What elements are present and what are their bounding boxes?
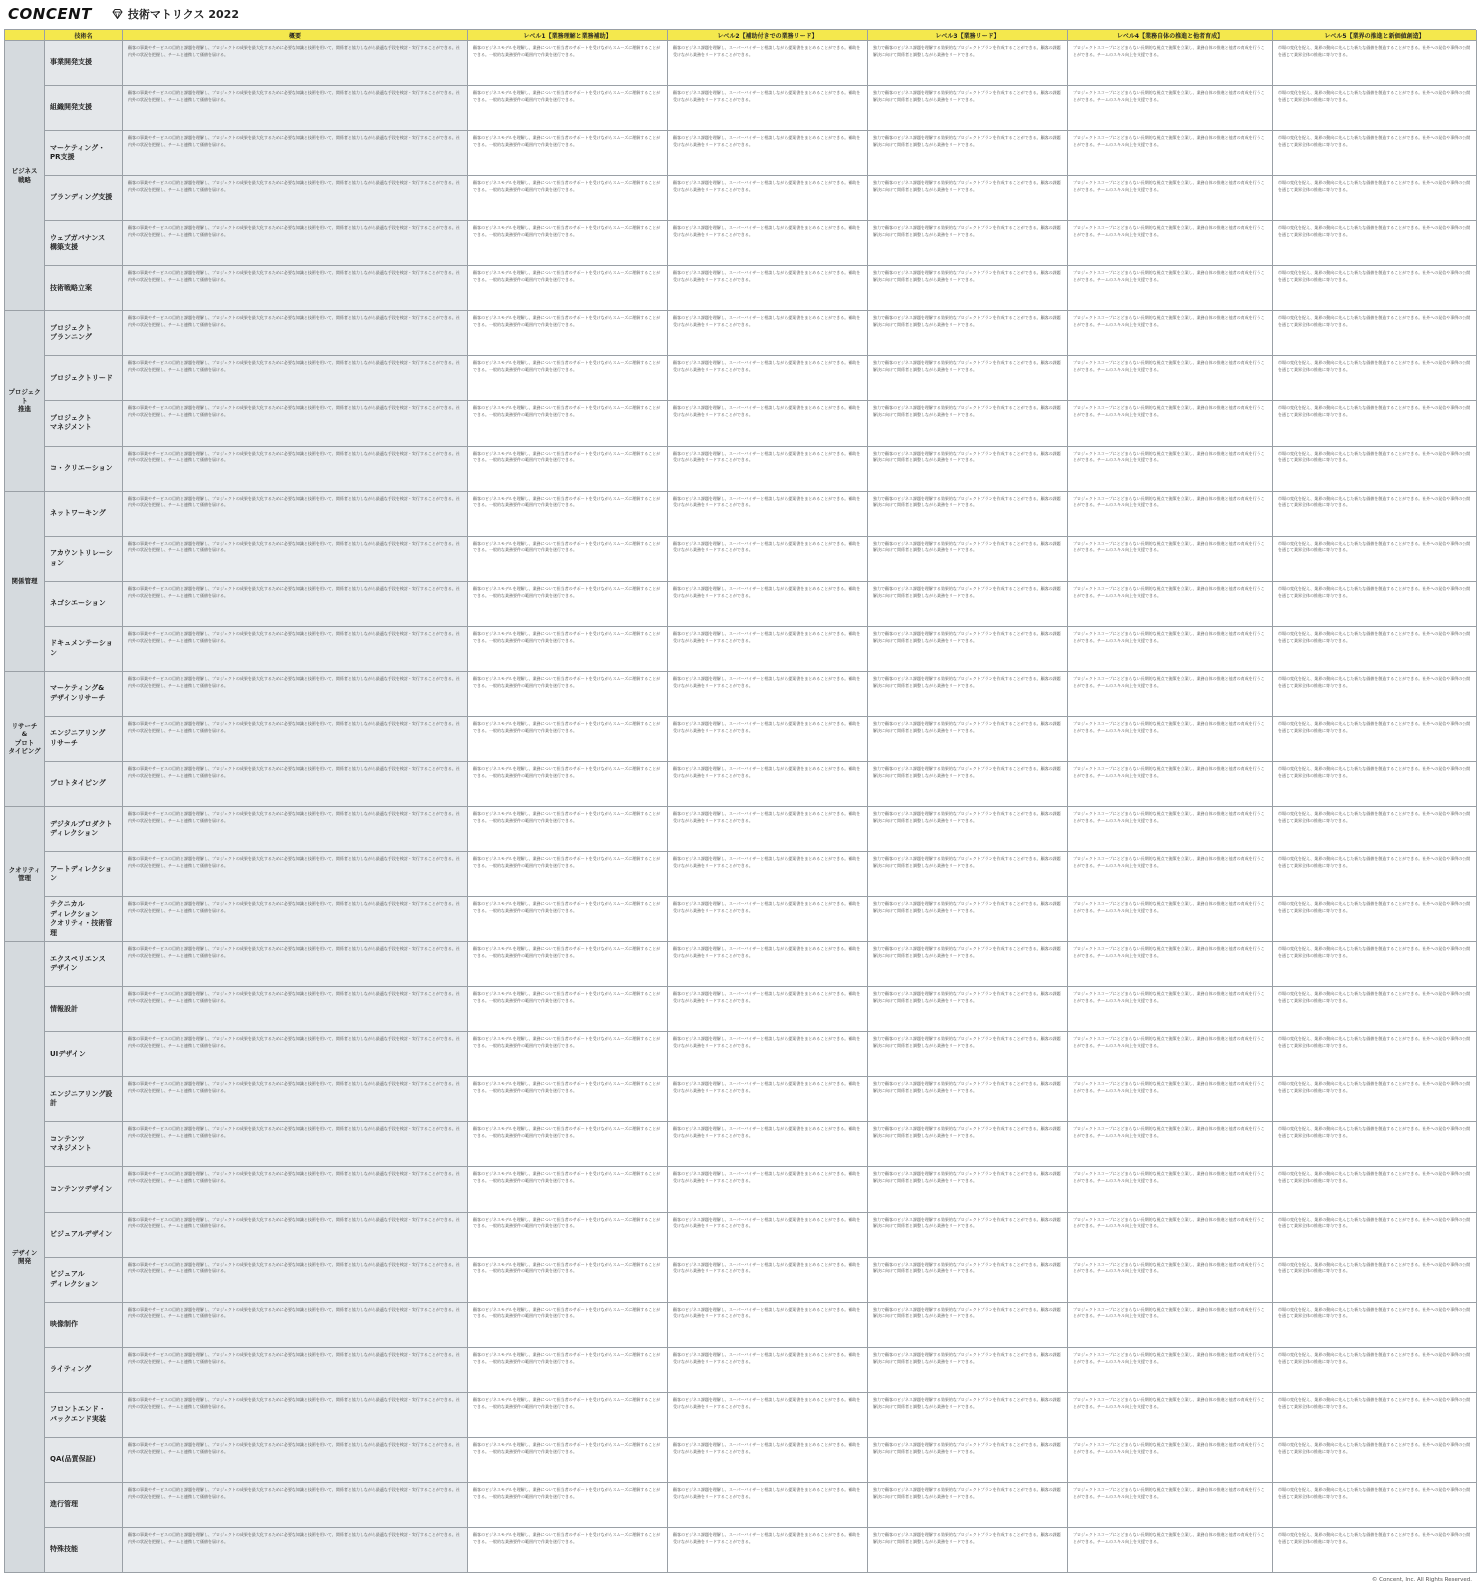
- skill-name-cell: 組織開発支援: [45, 86, 123, 131]
- level5-description-cell: 市場の変化を捉え、業界の動向に先んじた新たな価値を創造することができる。社外への発信や事例の公開を通じて業界全体の推進に寄与できる。: [1273, 1122, 1477, 1167]
- level5-description-cell: 市場の変化を捉え、業界の動向に先んじた新たな価値を創造することができる。社外への発信や事例の公開を通じて業界全体の推進に寄与できる。: [1273, 717, 1477, 762]
- category-cell: デザイン 開発: [5, 942, 45, 1573]
- overview-description-cell: 顧客の事業やサービスの目的と課題を理解し、プロジェクトの成果を最大化するために必要な知識と技術を用いて、関係者と協力しながら最適な手段を検討・実行することができる。社内外の状況を把握し、チームと連携して価値を届ける。: [123, 401, 468, 446]
- skill-name-cell: ビジュアル ディレクション: [45, 1258, 123, 1303]
- level1-description-cell: 顧客のビジネスモデルを理解し、業務について担当者のサポートを受けながらスムーズに理解することができる。一般的な業務要件の範囲内で作業を遂行できる。: [468, 401, 668, 446]
- level1-description-cell: 顧客のビジネスモデルを理解し、業務について担当者のサポートを受けながらスムーズに理解することができる。一般的な業務要件の範囲内で作業を遂行できる。: [468, 897, 668, 942]
- level1-description-cell: 顧客のビジネスモデルを理解し、業務について担当者のサポートを受けながらスムーズに理解することができる。一般的な業務要件の範囲内で作業を遂行できる。: [468, 717, 668, 762]
- level1-description-cell: 顧客のビジネスモデルを理解し、業務について担当者のサポートを受けながらスムーズに理解することができる。一般的な業務要件の範囲内で作業を遂行できる。: [468, 762, 668, 807]
- level5-description-cell: 市場の変化を捉え、業界の動向に先んじた新たな価値を創造することができる。社外への発信や事例の公開を通じて業界全体の推進に寄与できる。: [1273, 897, 1477, 942]
- level3-description-cell: 独力で顧客のビジネス課題を理解する効果的なプロジェクトプランを作成することができる。顧客の課題解決に向けて関係者と調整しながら業務をリードできる。: [868, 266, 1068, 311]
- overview-description-cell: 顧客の事業やサービスの目的と課題を理解し、プロジェクトの成果を最大化するために必要な知識と技術を用いて、関係者と協力しながら最適な手段を検討・実行することができる。社内外の状況を把握し、チームと連携して価値を届ける。: [123, 1167, 468, 1212]
- level5-description-cell: 市場の変化を捉え、業界の動向に先んじた新たな価値を創造することができる。社外への発信や事例の公開を通じて業界全体の推進に寄与できる。: [1273, 41, 1477, 86]
- level3-description-cell: 独力で顧客のビジネス課題を理解する効果的なプロジェクトプランを作成することができる。顧客の課題解決に向けて関係者と調整しながら業務をリードできる。: [868, 852, 1068, 897]
- level5-description-cell: 市場の変化を捉え、業界の動向に先んじた新たな価値を創造することができる。社外への発信や事例の公開を通じて業界全体の推進に寄与できる。: [1273, 311, 1477, 356]
- category-cell: クオリティ 管理: [5, 807, 45, 942]
- level4-description-cell: プロジェクトスコープにとどまらない長期的な視点で施策を立案し、業務自体の推進と他者の育成を行うことができる。チームのスキル向上を支援できる。: [1068, 176, 1273, 221]
- level3-description-cell: 独力で顧客のビジネス課題を理解する効果的なプロジェクトプランを作成することができる。顧客の課題解決に向けて関係者と調整しながら業務をリードできる。: [868, 537, 1068, 582]
- overview-description-cell: 顧客の事業やサービスの目的と課題を理解し、プロジェクトの成果を最大化するために必要な知識と技術を用いて、関係者と協力しながら最適な手段を検討・実行することができる。社内外の状況を把握し、チームと連携して価値を届ける。: [123, 131, 468, 176]
- skill-name-cell: プロトタイピング: [45, 762, 123, 807]
- skill-name-cell: 情報設計: [45, 987, 123, 1032]
- overview-description-cell: 顧客の事業やサービスの目的と課題を理解し、プロジェクトの成果を最大化するために必要な知識と技術を用いて、関係者と協力しながら最適な手段を検討・実行することができる。社内外の状況を把握し、チームと連携して価値を届ける。: [123, 356, 468, 401]
- header-level4: レベル4【業務自体の推進と他者育成】: [1068, 30, 1273, 41]
- level4-description-cell: プロジェクトスコープにとどまらない長期的な視点で施策を立案し、業務自体の推進と他者の育成を行うことができる。チームのスキル向上を支援できる。: [1068, 1213, 1273, 1258]
- overview-description-cell: 顧客の事業やサービスの目的と課題を理解し、プロジェクトの成果を最大化するために必要な知識と技術を用いて、関係者と協力しながら最適な手段を検討・実行することができる。社内外の状況を把握し、チームと連携して価値を届ける。: [123, 492, 468, 537]
- skill-name-cell: ネゴシエーション: [45, 582, 123, 627]
- skill-name-cell: テクニカル ディレクション クオリティ・技術管理: [45, 897, 123, 942]
- level5-description-cell: 市場の変化を捉え、業界の動向に先んじた新たな価値を創造することができる。社外への発信や事例の公開を通じて業界全体の推進に寄与できる。: [1273, 537, 1477, 582]
- level2-description-cell: 顧客のビジネス課題を理解し、スーパーバイザーと相談しながら提案書をまとめることができる。補助を受けながら業務をリードすることができる。: [668, 897, 868, 942]
- level5-description-cell: 市場の変化を捉え、業界の動向に先んじた新たな価値を創造することができる。社外への発信や事例の公開を通じて業界全体の推進に寄与できる。: [1273, 447, 1477, 492]
- level1-description-cell: 顧客のビジネスモデルを理解し、業務について担当者のサポートを受けながらスムーズに理解することができる。一般的な業務要件の範囲内で作業を遂行できる。: [468, 672, 668, 717]
- overview-description-cell: 顧客の事業やサービスの目的と課題を理解し、プロジェクトの成果を最大化するために必要な知識と技術を用いて、関係者と協力しながら最適な手段を検討・実行することができる。社内外の状況を把握し、チームと連携して価値を届ける。: [123, 807, 468, 852]
- category-cell: ビジネス 戦略: [5, 41, 45, 311]
- level2-description-cell: 顧客のビジネス課題を理解し、スーパーバイザーと相談しながら提案書をまとめることができる。補助を受けながら業務をリードすることができる。: [668, 492, 868, 537]
- level4-description-cell: プロジェクトスコープにとどまらない長期的な視点で施策を立案し、業務自体の推進と他者の育成を行うことができる。チームのスキル向上を支援できる。: [1068, 1393, 1273, 1438]
- overview-description-cell: 顧客の事業やサービスの目的と課題を理解し、プロジェクトの成果を最大化するために必要な知識と技術を用いて、関係者と協力しながら最適な手段を検討・実行することができる。社内外の状況を把握し、チームと連携して価値を届ける。: [123, 1528, 468, 1573]
- skill-name-cell: エンジニアリング リサーチ: [45, 717, 123, 762]
- level1-description-cell: 顧客のビジネスモデルを理解し、業務について担当者のサポートを受けながらスムーズに理解することができる。一般的な業務要件の範囲内で作業を遂行できる。: [468, 311, 668, 356]
- level3-description-cell: 独力で顧客のビジネス課題を理解する効果的なプロジェクトプランを作成することができる。顧客の課題解決に向けて関係者と調整しながら業務をリードできる。: [868, 1528, 1068, 1573]
- level2-description-cell: 顧客のビジネス課題を理解し、スーパーバイザーと相談しながら提案書をまとめることができる。補助を受けながら業務をリードすることができる。: [668, 401, 868, 446]
- overview-description-cell: 顧客の事業やサービスの目的と課題を理解し、プロジェクトの成果を最大化するために必要な知識と技術を用いて、関係者と協力しながら最適な手段を検討・実行することができる。社内外の状況を把握し、チームと連携して価値を届ける。: [123, 311, 468, 356]
- level4-description-cell: プロジェクトスコープにとどまらない長期的な視点で施策を立案し、業務自体の推進と他者の育成を行うことができる。チームのスキル向上を支援できる。: [1068, 1528, 1273, 1573]
- overview-description-cell: 顧客の事業やサービスの目的と課題を理解し、プロジェクトの成果を最大化するために必要な知識と技術を用いて、関係者と協力しながら最適な手段を検討・実行することができる。社内外の状況を把握し、チームと連携して価値を届ける。: [123, 176, 468, 221]
- level1-description-cell: 顧客のビジネスモデルを理解し、業務について担当者のサポートを受けながらスムーズに理解することができる。一般的な業務要件の範囲内で作業を遂行できる。: [468, 807, 668, 852]
- level5-description-cell: 市場の変化を捉え、業界の動向に先んじた新たな価値を創造することができる。社外への発信や事例の公開を通じて業界全体の推進に寄与できる。: [1273, 1167, 1477, 1212]
- level5-description-cell: 市場の変化を捉え、業界の動向に先んじた新たな価値を創造することができる。社外への発信や事例の公開を通じて業界全体の推進に寄与できる。: [1273, 401, 1477, 446]
- level4-description-cell: プロジェクトスコープにとどまらない長期的な視点で施策を立案し、業務自体の推進と他者の育成を行うことができる。チームのスキル向上を支援できる。: [1068, 131, 1273, 176]
- overview-description-cell: 顧客の事業やサービスの目的と課題を理解し、プロジェクトの成果を最大化するために必要な知識と技術を用いて、関係者と協力しながら最適な手段を検討・実行することができる。社内外の状況を把握し、チームと連携して価値を届ける。: [123, 1483, 468, 1528]
- level3-description-cell: 独力で顧客のビジネス課題を理解する効果的なプロジェクトプランを作成することができる。顧客の課題解決に向けて関係者と調整しながら業務をリードできる。: [868, 176, 1068, 221]
- level2-description-cell: 顧客のビジネス課題を理解し、スーパーバイザーと相談しながら提案書をまとめることができる。補助を受けながら業務をリードすることができる。: [668, 942, 868, 987]
- level2-description-cell: 顧客のビジネス課題を理解し、スーパーバイザーと相談しながら提案書をまとめることができる。補助を受けながら業務をリードすることができる。: [668, 311, 868, 356]
- level3-description-cell: 独力で顧客のビジネス課題を理解する効果的なプロジェクトプランを作成することができる。顧客の課題解決に向けて関係者と調整しながら業務をリードできる。: [868, 401, 1068, 446]
- category-cell: リサーチ & プロト タイピング: [5, 672, 45, 807]
- level3-description-cell: 独力で顧客のビジネス課題を理解する効果的なプロジェクトプランを作成することができる。顧客の課題解決に向けて関係者と調整しながら業務をリードできる。: [868, 672, 1068, 717]
- level3-description-cell: 独力で顧客のビジネス課題を理解する効果的なプロジェクトプランを作成することができる。顧客の課題解決に向けて関係者と調整しながら業務をリードできる。: [868, 311, 1068, 356]
- level3-description-cell: 独力で顧客のビジネス課題を理解する効果的なプロジェクトプランを作成することができる。顧客の課題解決に向けて関係者と調整しながら業務をリードできる。: [868, 131, 1068, 176]
- level5-description-cell: 市場の変化を捉え、業界の動向に先んじた新たな価値を創造することができる。社外への発信や事例の公開を通じて業界全体の推進に寄与できる。: [1273, 492, 1477, 537]
- overview-description-cell: 顧客の事業やサービスの目的と課題を理解し、プロジェクトの成果を最大化するために必要な知識と技術を用いて、関係者と協力しながら最適な手段を検討・実行することができる。社内外の状況を把握し、チームと連携して価値を届ける。: [123, 672, 468, 717]
- level1-description-cell: 顧客のビジネスモデルを理解し、業務について担当者のサポートを受けながらスムーズに理解することができる。一般的な業務要件の範囲内で作業を遂行できる。: [468, 582, 668, 627]
- skill-name-cell: QA(品質保証): [45, 1438, 123, 1483]
- level2-description-cell: 顧客のビジネス課題を理解し、スーパーバイザーと相談しながら提案書をまとめることができる。補助を受けながら業務をリードすることができる。: [668, 131, 868, 176]
- level3-description-cell: 独力で顧客のビジネス課題を理解する効果的なプロジェクトプランを作成することができる。顧客の課題解決に向けて関係者と調整しながら業務をリードできる。: [868, 447, 1068, 492]
- level4-description-cell: プロジェクトスコープにとどまらない長期的な視点で施策を立案し、業務自体の推進と他者の育成を行うことができる。チームのスキル向上を支援できる。: [1068, 762, 1273, 807]
- level5-description-cell: 市場の変化を捉え、業界の動向に先んじた新たな価値を創造することができる。社外への発信や事例の公開を通じて業界全体の推進に寄与できる。: [1273, 1258, 1477, 1303]
- level4-description-cell: プロジェクトスコープにとどまらない長期的な視点で施策を立案し、業務自体の推進と他者の育成を行うことができる。チームのスキル向上を支援できる。: [1068, 627, 1273, 672]
- level5-description-cell: 市場の変化を捉え、業界の動向に先んじた新たな価値を創造することができる。社外への発信や事例の公開を通じて業界全体の推進に寄与できる。: [1273, 1348, 1477, 1393]
- level4-description-cell: プロジェクトスコープにとどまらない長期的な視点で施策を立案し、業務自体の推進と他者の育成を行うことができる。チームのスキル向上を支援できる。: [1068, 1258, 1273, 1303]
- overview-description-cell: 顧客の事業やサービスの目的と課題を理解し、プロジェクトの成果を最大化するために必要な知識と技術を用いて、関係者と協力しながら最適な手段を検討・実行することができる。社内外の状況を把握し、チームと連携して価値を届ける。: [123, 1258, 468, 1303]
- skill-name-cell: ライティング: [45, 1348, 123, 1393]
- level4-description-cell: プロジェクトスコープにとどまらない長期的な視点で施策を立案し、業務自体の推進と他者の育成を行うことができる。チームのスキル向上を支援できる。: [1068, 266, 1273, 311]
- level2-description-cell: 顧客のビジネス課題を理解し、スーパーバイザーと相談しながら提案書をまとめることができる。補助を受けながら業務をリードすることができる。: [668, 86, 868, 131]
- level2-description-cell: 顧客のビジネス課題を理解し、スーパーバイザーと相談しながら提案書をまとめることができる。補助を受けながら業務をリードすることができる。: [668, 41, 868, 86]
- level1-description-cell: 顧客のビジネスモデルを理解し、業務について担当者のサポートを受けながらスムーズに理解することができる。一般的な業務要件の範囲内で作業を遂行できる。: [468, 447, 668, 492]
- level2-description-cell: 顧客のビジネス課題を理解し、スーパーバイザーと相談しながら提案書をまとめることができる。補助を受けながら業務をリードすることができる。: [668, 672, 868, 717]
- level2-description-cell: 顧客のビジネス課題を理解し、スーパーバイザーと相談しながら提案書をまとめることができる。補助を受けながら業務をリードすることができる。: [668, 582, 868, 627]
- overview-description-cell: 顧客の事業やサービスの目的と課題を理解し、プロジェクトの成果を最大化するために必要な知識と技術を用いて、関係者と協力しながら最適な手段を検討・実行することができる。社内外の状況を把握し、チームと連携して価値を届ける。: [123, 897, 468, 942]
- level5-description-cell: 市場の変化を捉え、業界の動向に先んじた新たな価値を創造することができる。社外への発信や事例の公開を通じて業界全体の推進に寄与できる。: [1273, 852, 1477, 897]
- overview-description-cell: 顧客の事業やサービスの目的と課題を理解し、プロジェクトの成果を最大化するために必要な知識と技術を用いて、関係者と協力しながら最適な手段を検討・実行することができる。社内外の状況を把握し、チームと連携して価値を届ける。: [123, 41, 468, 86]
- level2-description-cell: 顧客のビジネス課題を理解し、スーパーバイザーと相談しながら提案書をまとめることができる。補助を受けながら業務をリードすることができる。: [668, 852, 868, 897]
- level3-description-cell: 独力で顧客のビジネス課題を理解する効果的なプロジェクトプランを作成することができる。顧客の課題解決に向けて関係者と調整しながら業務をリードできる。: [868, 717, 1068, 762]
- header-category-blank: [5, 30, 45, 41]
- level2-description-cell: 顧客のビジネス課題を理解し、スーパーバイザーと相談しながら提案書をまとめることができる。補助を受けながら業務をリードすることができる。: [668, 447, 868, 492]
- level4-description-cell: プロジェクトスコープにとどまらない長期的な視点で施策を立案し、業務自体の推進と他者の育成を行うことができる。チームのスキル向上を支援できる。: [1068, 311, 1273, 356]
- level4-description-cell: プロジェクトスコープにとどまらない長期的な視点で施策を立案し、業務自体の推進と他者の育成を行うことができる。チームのスキル向上を支援できる。: [1068, 852, 1273, 897]
- skill-name-cell: 映像制作: [45, 1303, 123, 1348]
- level4-description-cell: プロジェクトスコープにとどまらない長期的な視点で施策を立案し、業務自体の推進と他者の育成を行うことができる。チームのスキル向上を支援できる。: [1068, 807, 1273, 852]
- skill-name-cell: エクスペリエンス デザイン: [45, 942, 123, 987]
- level3-description-cell: 独力で顧客のビジネス課題を理解する効果的なプロジェクトプランを作成することができる。顧客の課題解決に向けて関係者と調整しながら業務をリードできる。: [868, 221, 1068, 266]
- level5-description-cell: 市場の変化を捉え、業界の動向に先んじた新たな価値を創造することができる。社外への発信や事例の公開を通じて業界全体の推進に寄与できる。: [1273, 266, 1477, 311]
- header-overview: 概要: [123, 30, 468, 41]
- level5-description-cell: 市場の変化を捉え、業界の動向に先んじた新たな価値を創造することができる。社外への発信や事例の公開を通じて業界全体の推進に寄与できる。: [1273, 356, 1477, 401]
- overview-description-cell: 顧客の事業やサービスの目的と課題を理解し、プロジェクトの成果を最大化するために必要な知識と技術を用いて、関係者と協力しながら最適な手段を検討・実行することができる。社内外の状況を把握し、チームと連携して価値を届ける。: [123, 1348, 468, 1393]
- overview-description-cell: 顧客の事業やサービスの目的と課題を理解し、プロジェクトの成果を最大化するために必要な知識と技術を用いて、関係者と協力しながら最適な手段を検討・実行することができる。社内外の状況を把握し、チームと連携して価値を届ける。: [123, 1213, 468, 1258]
- level5-description-cell: 市場の変化を捉え、業界の動向に先んじた新たな価値を創造することができる。社外への発信や事例の公開を通じて業界全体の推進に寄与できる。: [1273, 131, 1477, 176]
- level3-description-cell: 独力で顧客のビジネス課題を理解する効果的なプロジェクトプランを作成することができる。顧客の課題解決に向けて関係者と調整しながら業務をリードできる。: [868, 1393, 1068, 1438]
- level3-description-cell: 独力で顧客のビジネス課題を理解する効果的なプロジェクトプランを作成することができる。顧客の課題解決に向けて関係者と調整しながら業務をリードできる。: [868, 1258, 1068, 1303]
- level1-description-cell: 顧客のビジネスモデルを理解し、業務について担当者のサポートを受けながらスムーズに理解することができる。一般的な業務要件の範囲内で作業を遂行できる。: [468, 356, 668, 401]
- level1-description-cell: 顧客のビジネスモデルを理解し、業務について担当者のサポートを受けながらスムーズに理解することができる。一般的な業務要件の範囲内で作業を遂行できる。: [468, 221, 668, 266]
- skill-name-cell: 進行管理: [45, 1483, 123, 1528]
- level3-description-cell: 独力で顧客のビジネス課題を理解する効果的なプロジェクトプランを作成することができる。顧客の課題解決に向けて関係者と調整しながら業務をリードできる。: [868, 762, 1068, 807]
- level5-description-cell: 市場の変化を捉え、業界の動向に先んじた新たな価値を創造することができる。社外への発信や事例の公開を通じて業界全体の推進に寄与できる。: [1273, 86, 1477, 131]
- level1-description-cell: 顧客のビジネスモデルを理解し、業務について担当者のサポートを受けながらスムーズに理解することができる。一般的な業務要件の範囲内で作業を遂行できる。: [468, 852, 668, 897]
- level1-description-cell: 顧客のビジネスモデルを理解し、業務について担当者のサポートを受けながらスムーズに理解することができる。一般的な業務要件の範囲内で作業を遂行できる。: [468, 1438, 668, 1483]
- page-header: [0, 0, 1480, 28]
- overview-description-cell: 顧客の事業やサービスの目的と課題を理解し、プロジェクトの成果を最大化するために必要な知識と技術を用いて、関係者と協力しながら最適な手段を検討・実行することができる。社内外の状況を把握し、チームと連携して価値を届ける。: [123, 221, 468, 266]
- level3-description-cell: 独力で顧客のビジネス課題を理解する効果的なプロジェクトプランを作成することができる。顧客の課題解決に向けて関係者と調整しながら業務をリードできる。: [868, 1213, 1068, 1258]
- level1-description-cell: 顧客のビジネスモデルを理解し、業務について担当者のサポートを受けながらスムーズに理解することができる。一般的な業務要件の範囲内で作業を遂行できる。: [468, 492, 668, 537]
- level2-description-cell: 顧客のビジネス課題を理解し、スーパーバイザーと相談しながら提案書をまとめることができる。補助を受けながら業務をリードすることができる。: [668, 627, 868, 672]
- skill-name-cell: ネットワーキング: [45, 492, 123, 537]
- skill-name-cell: プロジェクトリード: [45, 356, 123, 401]
- level4-description-cell: プロジェクトスコープにとどまらない長期的な視点で施策を立案し、業務自体の推進と他者の育成を行うことができる。チームのスキル向上を支援できる。: [1068, 1077, 1273, 1122]
- skill-name-cell: コ・クリエーション: [45, 447, 123, 492]
- level3-description-cell: 独力で顧客のビジネス課題を理解する効果的なプロジェクトプランを作成することができる。顧客の課題解決に向けて関係者と調整しながら業務をリードできる。: [868, 582, 1068, 627]
- level1-description-cell: 顧客のビジネスモデルを理解し、業務について担当者のサポートを受けながらスムーズに理解することができる。一般的な業務要件の範囲内で作業を遂行できる。: [468, 1077, 668, 1122]
- level2-description-cell: 顧客のビジネス課題を理解し、スーパーバイザーと相談しながら提案書をまとめることができる。補助を受けながら業務をリードすることができる。: [668, 762, 868, 807]
- level3-description-cell: 独力で顧客のビジネス課題を理解する効果的なプロジェクトプランを作成することができる。顧客の課題解決に向けて関係者と調整しながら業務をリードできる。: [868, 356, 1068, 401]
- skill-name-cell: フロントエンド・ バックエンド実装: [45, 1393, 123, 1438]
- level2-description-cell: 顧客のビジネス課題を理解し、スーパーバイザーと相談しながら提案書をまとめることができる。補助を受けながら業務をリードすることができる。: [668, 221, 868, 266]
- overview-description-cell: 顧客の事業やサービスの目的と課題を理解し、プロジェクトの成果を最大化するために必要な知識と技術を用いて、関係者と協力しながら最適な手段を検討・実行することができる。社内外の状況を把握し、チームと連携して価値を届ける。: [123, 537, 468, 582]
- category-cell: 関係管理: [5, 492, 45, 672]
- document-title: 技術マトリクス 2022: [127, 8, 239, 21]
- level3-description-cell: 独力で顧客のビジネス課題を理解する効果的なプロジェクトプランを作成することができる。顧客の課題解決に向けて関係者と調整しながら業務をリードできる。: [868, 987, 1068, 1032]
- level4-description-cell: プロジェクトスコープにとどまらない長期的な視点で施策を立案し、業務自体の推進と他者の育成を行うことができる。チームのスキル向上を支援できる。: [1068, 41, 1273, 86]
- level2-description-cell: 顧客のビジネス課題を理解し、スーパーバイザーと相談しながら提案書をまとめることができる。補助を受けながら業務をリードすることができる。: [668, 1167, 868, 1212]
- level2-description-cell: 顧客のビジネス課題を理解し、スーパーバイザーと相談しながら提案書をまとめることができる。補助を受けながら業務をリードすることができる。: [668, 1122, 868, 1167]
- header-level2: レベル2【補助付きでの業務リード】: [668, 30, 868, 41]
- level2-description-cell: 顧客のビジネス課題を理解し、スーパーバイザーと相談しながら提案書をまとめることができる。補助を受けながら業務をリードすることができる。: [668, 1348, 868, 1393]
- level1-description-cell: 顧客のビジネスモデルを理解し、業務について担当者のサポートを受けながらスムーズに理解することができる。一般的な業務要件の範囲内で作業を遂行できる。: [468, 176, 668, 221]
- overview-description-cell: 顧客の事業やサービスの目的と課題を理解し、プロジェクトの成果を最大化するために必要な知識と技術を用いて、関係者と協力しながら最適な手段を検討・実行することができる。社内外の状況を把握し、チームと連携して価値を届ける。: [123, 627, 468, 672]
- header-level1: レベル1【業務理解と業務補助】: [468, 30, 668, 41]
- level4-description-cell: プロジェクトスコープにとどまらない長期的な視点で施策を立案し、業務自体の推進と他者の育成を行うことができる。チームのスキル向上を支援できる。: [1068, 1303, 1273, 1348]
- overview-description-cell: 顧客の事業やサービスの目的と課題を理解し、プロジェクトの成果を最大化するために必要な知識と技術を用いて、関係者と協力しながら最適な手段を検討・実行することができる。社内外の状況を把握し、チームと連携して価値を届ける。: [123, 942, 468, 987]
- level2-description-cell: 顧客のビジネス課題を理解し、スーパーバイザーと相談しながら提案書をまとめることができる。補助を受けながら業務をリードすることができる。: [668, 1303, 868, 1348]
- skill-name-cell: アカウントリレーション: [45, 537, 123, 582]
- level2-description-cell: 顧客のビジネス課題を理解し、スーパーバイザーと相談しながら提案書をまとめることができる。補助を受けながら業務をリードすることができる。: [668, 1483, 868, 1528]
- concent-logo: CONCENT: [8, 5, 92, 23]
- level2-description-cell: 顧客のビジネス課題を理解し、スーパーバイザーと相談しながら提案書をまとめることができる。補助を受けながら業務をリードすることができる。: [668, 1258, 868, 1303]
- level2-description-cell: 顧客のビジネス課題を理解し、スーパーバイザーと相談しながら提案書をまとめることができる。補助を受けながら業務をリードすることができる。: [668, 987, 868, 1032]
- level2-description-cell: 顧客のビジネス課題を理解し、スーパーバイザーと相談しながら提案書をまとめることができる。補助を受けながら業務をリードすることができる。: [668, 1032, 868, 1077]
- level3-description-cell: 独力で顧客のビジネス課題を理解する効果的なプロジェクトプランを作成することができる。顧客の課題解決に向けて関係者と調整しながら業務をリードできる。: [868, 942, 1068, 987]
- skill-name-cell: 事業開発支援: [45, 41, 123, 86]
- level1-description-cell: 顧客のビジネスモデルを理解し、業務について担当者のサポートを受けながらスムーズに理解することができる。一般的な業務要件の範囲内で作業を遂行できる。: [468, 1348, 668, 1393]
- skill-name-cell: プロジェクト マネジメント: [45, 401, 123, 446]
- overview-description-cell: 顧客の事業やサービスの目的と課題を理解し、プロジェクトの成果を最大化するために必要な知識と技術を用いて、関係者と協力しながら最適な手段を検討・実行することができる。社内外の状況を把握し、チームと連携して価値を届ける。: [123, 852, 468, 897]
- skill-name-cell: プロジェクト プランニング: [45, 311, 123, 356]
- level3-description-cell: 独力で顧客のビジネス課題を理解する効果的なプロジェクトプランを作成することができる。顧客の課題解決に向けて関係者と調整しながら業務をリードできる。: [868, 897, 1068, 942]
- level3-description-cell: 独力で顧客のビジネス課題を理解する効果的なプロジェクトプランを作成することができる。顧客の課題解決に向けて関係者と調整しながら業務をリードできる。: [868, 492, 1068, 537]
- level1-description-cell: 顧客のビジネスモデルを理解し、業務について担当者のサポートを受けながらスムーズに理解することができる。一般的な業務要件の範囲内で作業を遂行できる。: [468, 627, 668, 672]
- level1-description-cell: 顧客のビジネスモデルを理解し、業務について担当者のサポートを受けながらスムーズに理解することができる。一般的な業務要件の範囲内で作業を遂行できる。: [468, 266, 668, 311]
- skill-name-cell: マーケティング・ PR支援: [45, 131, 123, 176]
- level2-description-cell: 顧客のビジネス課題を理解し、スーパーバイザーと相談しながら提案書をまとめることができる。補助を受けながら業務をリードすることができる。: [668, 1528, 868, 1573]
- level3-description-cell: 独力で顧客のビジネス課題を理解する効果的なプロジェクトプランを作成することができる。顧客の課題解決に向けて関係者と調整しながら業務をリードできる。: [868, 41, 1068, 86]
- overview-description-cell: 顧客の事業やサービスの目的と課題を理解し、プロジェクトの成果を最大化するために必要な知識と技術を用いて、関係者と協力しながら最適な手段を検討・実行することができる。社内外の状況を把握し、チームと連携して価値を届ける。: [123, 762, 468, 807]
- overview-description-cell: 顧客の事業やサービスの目的と課題を理解し、プロジェクトの成果を最大化するために必要な知識と技術を用いて、関係者と協力しながら最適な手段を検討・実行することができる。社内外の状況を把握し、チームと連携して価値を届ける。: [123, 447, 468, 492]
- level5-description-cell: 市場の変化を捉え、業界の動向に先んじた新たな価値を創造することができる。社外への発信や事例の公開を通じて業界全体の推進に寄与できる。: [1273, 1303, 1477, 1348]
- level1-description-cell: 顧客のビジネスモデルを理解し、業務について担当者のサポートを受けながらスムーズに理解することができる。一般的な業務要件の範囲内で作業を遂行できる。: [468, 1167, 668, 1212]
- level4-description-cell: プロジェクトスコープにとどまらない長期的な視点で施策を立案し、業務自体の推進と他者の育成を行うことができる。チームのスキル向上を支援できる。: [1068, 86, 1273, 131]
- level1-description-cell: 顧客のビジネスモデルを理解し、業務について担当者のサポートを受けながらスムーズに理解することができる。一般的な業務要件の範囲内で作業を遂行できる。: [468, 1303, 668, 1348]
- level1-description-cell: 顧客のビジネスモデルを理解し、業務について担当者のサポートを受けながらスムーズに理解することができる。一般的な業務要件の範囲内で作業を遂行できる。: [468, 1528, 668, 1573]
- level4-description-cell: プロジェクトスコープにとどまらない長期的な視点で施策を立案し、業務自体の推進と他者の育成を行うことができる。チームのスキル向上を支援できる。: [1068, 1032, 1273, 1077]
- overview-description-cell: 顧客の事業やサービスの目的と課題を理解し、プロジェクトの成果を最大化するために必要な知識と技術を用いて、関係者と協力しながら最適な手段を検討・実行することができる。社内外の状況を把握し、チームと連携して価値を届ける。: [123, 1122, 468, 1167]
- level4-description-cell: プロジェクトスコープにとどまらない長期的な視点で施策を立案し、業務自体の推進と他者の育成を行うことができる。チームのスキル向上を支援できる。: [1068, 942, 1273, 987]
- overview-description-cell: 顧客の事業やサービスの目的と課題を理解し、プロジェクトの成果を最大化するために必要な知識と技術を用いて、関係者と協力しながら最適な手段を検討・実行することができる。社内外の状況を把握し、チームと連携して価値を届ける。: [123, 1303, 468, 1348]
- level4-description-cell: プロジェクトスコープにとどまらない長期的な視点で施策を立案し、業務自体の推進と他者の育成を行うことができる。チームのスキル向上を支援できる。: [1068, 221, 1273, 266]
- skill-name-cell: UIデザイン: [45, 1032, 123, 1077]
- overview-description-cell: 顧客の事業やサービスの目的と課題を理解し、プロジェクトの成果を最大化するために必要な知識と技術を用いて、関係者と協力しながら最適な手段を検討・実行することができる。社内外の状況を把握し、チームと連携して価値を届ける。: [123, 86, 468, 131]
- overview-description-cell: 顧客の事業やサービスの目的と課題を理解し、プロジェクトの成果を最大化するために必要な知識と技術を用いて、関係者と協力しながら最適な手段を検討・実行することができる。社内外の状況を把握し、チームと連携して価値を届ける。: [123, 582, 468, 627]
- skill-name-cell: ブランディング支援: [45, 176, 123, 221]
- level4-description-cell: プロジェクトスコープにとどまらない長期的な視点で施策を立案し、業務自体の推進と他者の育成を行うことができる。チームのスキル向上を支援できる。: [1068, 356, 1273, 401]
- level5-description-cell: 市場の変化を捉え、業界の動向に先んじた新たな価値を創造することができる。社外への発信や事例の公開を通じて業界全体の推進に寄与できる。: [1273, 582, 1477, 627]
- level5-description-cell: 市場の変化を捉え、業界の動向に先んじた新たな価値を創造することができる。社外への発信や事例の公開を通じて業界全体の推進に寄与できる。: [1273, 1528, 1477, 1573]
- level5-description-cell: 市場の変化を捉え、業界の動向に先んじた新たな価値を創造することができる。社外への発信や事例の公開を通じて業界全体の推進に寄与できる。: [1273, 672, 1477, 717]
- level2-description-cell: 顧客のビジネス課題を理解し、スーパーバイザーと相談しながら提案書をまとめることができる。補助を受けながら業務をリードすることができる。: [668, 1393, 868, 1438]
- level1-description-cell: 顧客のビジネスモデルを理解し、業務について担当者のサポートを受けながらスムーズに理解することができる。一般的な業務要件の範囲内で作業を遂行できる。: [468, 1393, 668, 1438]
- level5-description-cell: 市場の変化を捉え、業界の動向に先んじた新たな価値を創造することができる。社外への発信や事例の公開を通じて業界全体の推進に寄与できる。: [1273, 1438, 1477, 1483]
- level5-description-cell: 市場の変化を捉え、業界の動向に先んじた新たな価値を創造することができる。社外への発信や事例の公開を通じて業界全体の推進に寄与できる。: [1273, 1032, 1477, 1077]
- level3-description-cell: 独力で顧客のビジネス課題を理解する効果的なプロジェクトプランを作成することができる。顧客の課題解決に向けて関係者と調整しながら業務をリードできる。: [868, 807, 1068, 852]
- overview-description-cell: 顧客の事業やサービスの目的と課題を理解し、プロジェクトの成果を最大化するために必要な知識と技術を用いて、関係者と協力しながら最適な手段を検討・実行することができる。社内外の状況を把握し、チームと連携して価値を届ける。: [123, 1438, 468, 1483]
- level2-description-cell: 顧客のビジネス課題を理解し、スーパーバイザーと相談しながら提案書をまとめることができる。補助を受けながら業務をリードすることができる。: [668, 717, 868, 762]
- level1-description-cell: 顧客のビジネスモデルを理解し、業務について担当者のサポートを受けながらスムーズに理解することができる。一般的な業務要件の範囲内で作業を遂行できる。: [468, 1122, 668, 1167]
- level5-description-cell: 市場の変化を捉え、業界の動向に先んじた新たな価値を創造することができる。社外への発信や事例の公開を通じて業界全体の推進に寄与できる。: [1273, 942, 1477, 987]
- level1-description-cell: 顧客のビジネスモデルを理解し、業務について担当者のサポートを受けながらスムーズに理解することができる。一般的な業務要件の範囲内で作業を遂行できる。: [468, 131, 668, 176]
- level4-description-cell: プロジェクトスコープにとどまらない長期的な視点で施策を立案し、業務自体の推進と他者の育成を行うことができる。チームのスキル向上を支援できる。: [1068, 537, 1273, 582]
- level3-description-cell: 独力で顧客のビジネス課題を理解する効果的なプロジェクトプランを作成することができる。顧客の課題解決に向けて関係者と調整しながら業務をリードできる。: [868, 86, 1068, 131]
- level2-description-cell: 顧客のビジネス課題を理解し、スーパーバイザーと相談しながら提案書をまとめることができる。補助を受けながら業務をリードすることができる。: [668, 356, 868, 401]
- skill-name-cell: エンジニアリング設計: [45, 1077, 123, 1122]
- level2-description-cell: 顧客のビジネス課題を理解し、スーパーバイザーと相談しながら提案書をまとめることができる。補助を受けながら業務をリードすることができる。: [668, 807, 868, 852]
- level3-description-cell: 独力で顧客のビジネス課題を理解する効果的なプロジェクトプランを作成することができる。顧客の課題解決に向けて関係者と調整しながら業務をリードできる。: [868, 1303, 1068, 1348]
- overview-description-cell: 顧客の事業やサービスの目的と課題を理解し、プロジェクトの成果を最大化するために必要な知識と技術を用いて、関係者と協力しながら最適な手段を検討・実行することができる。社内外の状況を把握し、チームと連携して価値を届ける。: [123, 987, 468, 1032]
- level2-description-cell: 顧客のビジネス課題を理解し、スーパーバイザーと相談しながら提案書をまとめることができる。補助を受けながら業務をリードすることができる。: [668, 1213, 868, 1258]
- level1-description-cell: 顧客のビジネスモデルを理解し、業務について担当者のサポートを受けながらスムーズに理解することができる。一般的な業務要件の範囲内で作業を遂行できる。: [468, 1483, 668, 1528]
- skill-name-cell: マーケティング& デザインリサーチ: [45, 672, 123, 717]
- overview-description-cell: 顧客の事業やサービスの目的と課題を理解し、プロジェクトの成果を最大化するために必要な知識と技術を用いて、関係者と協力しながら最適な手段を検討・実行することができる。社内外の状況を把握し、チームと連携して価値を届ける。: [123, 1393, 468, 1438]
- level5-description-cell: 市場の変化を捉え、業界の動向に先んじた新たな価値を創造することができる。社外への発信や事例の公開を通じて業界全体の推進に寄与できる。: [1273, 987, 1477, 1032]
- skill-name-cell: 特殊技能: [45, 1528, 123, 1573]
- level1-description-cell: 顧客のビジネスモデルを理解し、業務について担当者のサポートを受けながらスムーズに理解することができる。一般的な業務要件の範囲内で作業を遂行できる。: [468, 1032, 668, 1077]
- skill-name-cell: コンテンツ マネジメント: [45, 1122, 123, 1167]
- level3-description-cell: 独力で顧客のビジネス課題を理解する効果的なプロジェクトプランを作成することができる。顧客の課題解決に向けて関係者と調整しながら業務をリードできる。: [868, 1167, 1068, 1212]
- header-level5: レベル5【業界の推進と新価値創造】: [1273, 30, 1477, 41]
- level4-description-cell: プロジェクトスコープにとどまらない長期的な視点で施策を立案し、業務自体の推進と他者の育成を行うことができる。チームのスキル向上を支援できる。: [1068, 447, 1273, 492]
- header-level3: レベル3【業務リード】: [868, 30, 1068, 41]
- level5-description-cell: 市場の変化を捉え、業界の動向に先んじた新たな価値を創造することができる。社外への発信や事例の公開を通じて業界全体の推進に寄与できる。: [1273, 627, 1477, 672]
- level5-description-cell: 市場の変化を捉え、業界の動向に先んじた新たな価値を創造することができる。社外への発信や事例の公開を通じて業界全体の推進に寄与できる。: [1273, 1213, 1477, 1258]
- level5-description-cell: 市場の変化を捉え、業界の動向に先んじた新たな価値を創造することができる。社外への発信や事例の公開を通じて業界全体の推進に寄与できる。: [1273, 1077, 1477, 1122]
- level4-description-cell: プロジェクトスコープにとどまらない長期的な視点で施策を立案し、業務自体の推進と他者の育成を行うことができる。チームのスキル向上を支援できる。: [1068, 1438, 1273, 1483]
- level1-description-cell: 顧客のビジネスモデルを理解し、業務について担当者のサポートを受けながらスムーズに理解することができる。一般的な業務要件の範囲内で作業を遂行できる。: [468, 987, 668, 1032]
- level2-description-cell: 顧客のビジネス課題を理解し、スーパーバイザーと相談しながら提案書をまとめることができる。補助を受けながら業務をリードすることができる。: [668, 266, 868, 311]
- level2-description-cell: 顧客のビジネス課題を理解し、スーパーバイザーと相談しながら提案書をまとめることができる。補助を受けながら業務をリードすることができる。: [668, 1438, 868, 1483]
- level4-description-cell: プロジェクトスコープにとどまらない長期的な視点で施策を立案し、業務自体の推進と他者の育成を行うことができる。チームのスキル向上を支援できる。: [1068, 401, 1273, 446]
- level1-description-cell: 顧客のビジネスモデルを理解し、業務について担当者のサポートを受けながらスムーズに理解することができる。一般的な業務要件の範囲内で作業を遂行できる。: [468, 1258, 668, 1303]
- level3-description-cell: 独力で顧客のビジネス課題を理解する効果的なプロジェクトプランを作成することができる。顧客の課題解決に向けて関係者と調整しながら業務をリードできる。: [868, 1438, 1068, 1483]
- skill-name-cell: ドキュメンテーション: [45, 627, 123, 672]
- level5-description-cell: 市場の変化を捉え、業界の動向に先んじた新たな価値を創造することができる。社外への発信や事例の公開を通じて業界全体の推進に寄与できる。: [1273, 1483, 1477, 1528]
- level2-description-cell: 顧客のビジネス課題を理解し、スーパーバイザーと相談しながら提案書をまとめることができる。補助を受けながら業務をリードすることができる。: [668, 537, 868, 582]
- level5-description-cell: 市場の変化を捉え、業界の動向に先んじた新たな価値を創造することができる。社外への発信や事例の公開を通じて業界全体の推進に寄与できる。: [1273, 176, 1477, 221]
- level2-description-cell: 顧客のビジネス課題を理解し、スーパーバイザーと相談しながら提案書をまとめることができる。補助を受けながら業務をリードすることができる。: [668, 176, 868, 221]
- skill-name-cell: ビジュアルデザイン: [45, 1213, 123, 1258]
- level3-description-cell: 独力で顧客のビジネス課題を理解する効果的なプロジェクトプランを作成することができる。顧客の課題解決に向けて関係者と調整しながら業務をリードできる。: [868, 1077, 1068, 1122]
- level4-description-cell: プロジェクトスコープにとどまらない長期的な視点で施策を立案し、業務自体の推進と他者の育成を行うことができる。チームのスキル向上を支援できる。: [1068, 1483, 1273, 1528]
- diamond-icon: [112, 9, 123, 19]
- level2-description-cell: 顧客のビジネス課題を理解し、スーパーバイザーと相談しながら提案書をまとめることができる。補助を受けながら業務をリードすることができる。: [668, 1077, 868, 1122]
- level4-description-cell: プロジェクトスコープにとどまらない長期的な視点で施策を立案し、業務自体の推進と他者の育成を行うことができる。チームのスキル向上を支援できる。: [1068, 582, 1273, 627]
- header-skill-name: 技術名: [45, 30, 123, 41]
- level4-description-cell: プロジェクトスコープにとどまらない長期的な視点で施策を立案し、業務自体の推進と他者の育成を行うことができる。チームのスキル向上を支援できる。: [1068, 1167, 1273, 1212]
- overview-description-cell: 顧客の事業やサービスの目的と課題を理解し、プロジェクトの成果を最大化するために必要な知識と技術を用いて、関係者と協力しながら最適な手段を検討・実行することができる。社内外の状況を把握し、チームと連携して価値を届ける。: [123, 1032, 468, 1077]
- level3-description-cell: 独力で顧客のビジネス課題を理解する効果的なプロジェクトプランを作成することができる。顧客の課題解決に向けて関係者と調整しながら業務をリードできる。: [868, 1483, 1068, 1528]
- overview-description-cell: 顧客の事業やサービスの目的と課題を理解し、プロジェクトの成果を最大化するために必要な知識と技術を用いて、関係者と協力しながら最適な手段を検討・実行することができる。社内外の状況を把握し、チームと連携して価値を届ける。: [123, 1077, 468, 1122]
- level1-description-cell: 顧客のビジネスモデルを理解し、業務について担当者のサポートを受けながらスムーズに理解することができる。一般的な業務要件の範囲内で作業を遂行できる。: [468, 942, 668, 987]
- level4-description-cell: プロジェクトスコープにとどまらない長期的な視点で施策を立案し、業務自体の推進と他者の育成を行うことができる。チームのスキル向上を支援できる。: [1068, 897, 1273, 942]
- level1-description-cell: 顧客のビジネスモデルを理解し、業務について担当者のサポートを受けながらスムーズに理解することができる。一般的な業務要件の範囲内で作業を遂行できる。: [468, 86, 668, 131]
- level3-description-cell: 独力で顧客のビジネス課題を理解する効果的なプロジェクトプランを作成することができる。顧客の課題解決に向けて関係者と調整しながら業務をリードできる。: [868, 1348, 1068, 1393]
- level4-description-cell: プロジェクトスコープにとどまらない長期的な視点で施策を立案し、業務自体の推進と他者の育成を行うことができる。チームのスキル向上を支援できる。: [1068, 1348, 1273, 1393]
- skill-matrix-table: [4, 29, 1476, 1573]
- level5-description-cell: 市場の変化を捉え、業界の動向に先んじた新たな価値を創造することができる。社外への発信や事例の公開を通じて業界全体の推進に寄与できる。: [1273, 1393, 1477, 1438]
- level4-description-cell: プロジェクトスコープにとどまらない長期的な視点で施策を立案し、業務自体の推進と他者の育成を行うことができる。チームのスキル向上を支援できる。: [1068, 672, 1273, 717]
- category-cell: プロジェクト 推進: [5, 311, 45, 491]
- level3-description-cell: 独力で顧客のビジネス課題を理解する効果的なプロジェクトプランを作成することができる。顧客の課題解決に向けて関係者と調整しながら業務をリードできる。: [868, 1122, 1068, 1167]
- copyright: © Concent, Inc. All Rights Reserved.: [1371, 1577, 1472, 1583]
- skill-name-cell: ウェブガバナンス 構築支援: [45, 221, 123, 266]
- overview-description-cell: 顧客の事業やサービスの目的と課題を理解し、プロジェクトの成果を最大化するために必要な知識と技術を用いて、関係者と協力しながら最適な手段を検討・実行することができる。社内外の状況を把握し、チームと連携して価値を届ける。: [123, 717, 468, 762]
- level5-description-cell: 市場の変化を捉え、業界の動向に先んじた新たな価値を創造することができる。社外への発信や事例の公開を通じて業界全体の推進に寄与できる。: [1273, 221, 1477, 266]
- skill-name-cell: アートディレクション: [45, 852, 123, 897]
- level1-description-cell: 顧客のビジネスモデルを理解し、業務について担当者のサポートを受けながらスムーズに理解することができる。一般的な業務要件の範囲内で作業を遂行できる。: [468, 1213, 668, 1258]
- level4-description-cell: プロジェクトスコープにとどまらない長期的な視点で施策を立案し、業務自体の推進と他者の育成を行うことができる。チームのスキル向上を支援できる。: [1068, 492, 1273, 537]
- level1-description-cell: 顧客のビジネスモデルを理解し、業務について担当者のサポートを受けながらスムーズに理解することができる。一般的な業務要件の範囲内で作業を遂行できる。: [468, 537, 668, 582]
- document-title-group: [112, 6, 239, 22]
- level1-description-cell: 顧客のビジネスモデルを理解し、業務について担当者のサポートを受けながらスムーズに理解することができる。一般的な業務要件の範囲内で作業を遂行できる。: [468, 41, 668, 86]
- level3-description-cell: 独力で顧客のビジネス課題を理解する効果的なプロジェクトプランを作成することができる。顧客の課題解決に向けて関係者と調整しながら業務をリードできる。: [868, 627, 1068, 672]
- skill-name-cell: 技術戦略立案: [45, 266, 123, 311]
- level5-description-cell: 市場の変化を捉え、業界の動向に先んじた新たな価値を創造することができる。社外への発信や事例の公開を通じて業界全体の推進に寄与できる。: [1273, 762, 1477, 807]
- level4-description-cell: プロジェクトスコープにとどまらない長期的な視点で施策を立案し、業務自体の推進と他者の育成を行うことができる。チームのスキル向上を支援できる。: [1068, 717, 1273, 762]
- level4-description-cell: プロジェクトスコープにとどまらない長期的な視点で施策を立案し、業務自体の推進と他者の育成を行うことができる。チームのスキル向上を支援できる。: [1068, 1122, 1273, 1167]
- skill-name-cell: コンテンツデザイン: [45, 1167, 123, 1212]
- overview-description-cell: 顧客の事業やサービスの目的と課題を理解し、プロジェクトの成果を最大化するために必要な知識と技術を用いて、関係者と協力しながら最適な手段を検討・実行することができる。社内外の状況を把握し、チームと連携して価値を届ける。: [123, 266, 468, 311]
- level4-description-cell: プロジェクトスコープにとどまらない長期的な視点で施策を立案し、業務自体の推進と他者の育成を行うことができる。チームのスキル向上を支援できる。: [1068, 987, 1273, 1032]
- skill-name-cell: デジタルプロダクト ディレクション: [45, 807, 123, 852]
- level5-description-cell: 市場の変化を捉え、業界の動向に先んじた新たな価値を創造することができる。社外への発信や事例の公開を通じて業界全体の推進に寄与できる。: [1273, 807, 1477, 852]
- level3-description-cell: 独力で顧客のビジネス課題を理解する効果的なプロジェクトプランを作成することができる。顧客の課題解決に向けて関係者と調整しながら業務をリードできる。: [868, 1032, 1068, 1077]
